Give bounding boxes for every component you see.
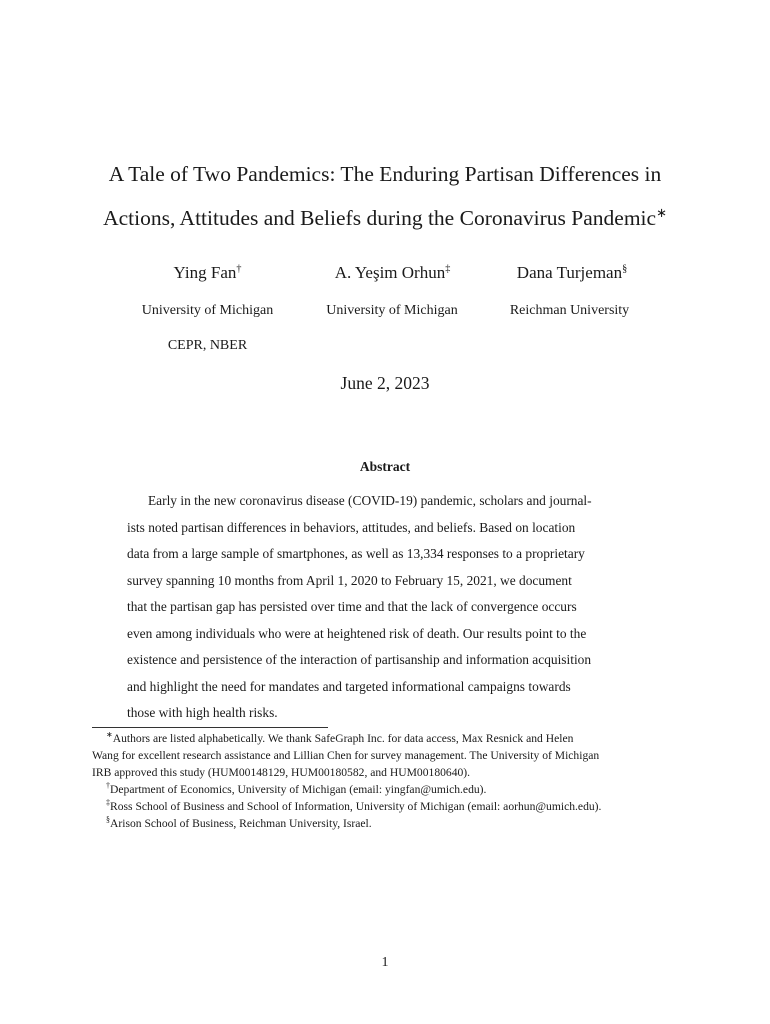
author-2-name: A. Yeşim Orhun <box>334 263 446 282</box>
author-1 <box>130 263 285 283</box>
footnote-line: IRB approved this study (HUM00148129, HUM00180582, and HUM00180640). <box>92 766 471 779</box>
footnote-line <box>92 781 680 798</box>
abstract-line: existence and persistence of the interaction of partisanship and information acquisition <box>127 652 592 667</box>
author-3 <box>492 263 652 283</box>
footnote-line: Wang for excellent research assistance and Lillian Chen for survey management. The University of Michigan <box>92 749 600 762</box>
abstract-line: data from a large sample of smartphones, as well as 13,334 responses to a proprietary <box>127 546 585 561</box>
footnote-text: Authors are listed alphabetically. We thank SafeGraph Inc. for data access, Max Resnick and Helen <box>112 732 574 745</box>
author-1-affiliation-1: University of Michigan <box>141 303 274 318</box>
title-line-2 <box>60 196 710 240</box>
author-2 <box>310 263 475 283</box>
abstract-line: survey spanning 10 months from April 1, 2020 to February 15, 2021, we document <box>127 572 572 588</box>
title-line-1: A Tale of Two Pandemics: The Enduring Partisan Differences in <box>108 162 662 186</box>
author-2-mark: ‡ <box>445 263 451 275</box>
footnotes <box>92 730 680 832</box>
abstract-line: even among individuals who were at heightened risk of death. Our results point to the <box>127 625 587 641</box>
footnote-text: Ross School of Business and School of Information, University of Michigan (email: aorhun@umich.edu). <box>110 800 602 813</box>
footnote-text: Arison School of Business, Reichman University, Israel. <box>110 817 372 830</box>
author-1-name: Ying Fan <box>173 263 237 282</box>
author-1-affiliation-2: CEPR, NBER <box>167 338 248 353</box>
title-line-2-text: Actions, Attitudes and Beliefs during the Coronavirus Pandemic <box>103 206 657 230</box>
page-number: 1 <box>381 955 389 970</box>
paper-title <box>60 152 710 240</box>
publication-date: June 2, 2023 <box>340 373 430 393</box>
footnote-line <box>92 730 680 747</box>
abstract-line: and highlight the need for mandates and targeted informational campaigns towards <box>127 678 571 694</box>
abstract-heading: Abstract <box>359 459 411 474</box>
footnote-mark: ∗ <box>106 730 113 740</box>
author-3-affiliation-1: Reichman University <box>509 303 630 318</box>
footnote-rule <box>92 727 328 728</box>
author-1-mark: † <box>236 263 242 275</box>
footnote-text: Department of Economics, University of Michigan (email: yingfan@umich.edu). <box>110 783 487 796</box>
author-3-name: Dana Turjeman <box>516 263 623 282</box>
abstract-line: that the partisan gap has persisted over time and that the lack of convergence occurs <box>127 599 577 614</box>
footnote-mark: § <box>106 815 110 825</box>
footnote-line <box>92 798 680 815</box>
footnote-mark: † <box>106 781 110 791</box>
author-3-mark: § <box>622 263 628 275</box>
abstract-line: those with high health risks. <box>127 705 278 720</box>
footnote-line <box>92 815 680 832</box>
title-footnote-mark: ∗ <box>656 205 667 220</box>
abstract-line: ists noted partisan differences in behaviors, attitudes, and beliefs. Based on location <box>127 519 576 535</box>
abstract-body <box>127 488 643 727</box>
author-2-affiliation-1: University of Michigan <box>326 303 458 318</box>
abstract-line: Early in the new coronavirus disease (COVID-19) pandemic, scholars and journal- <box>148 493 592 508</box>
footnote-mark: ‡ <box>106 798 110 808</box>
